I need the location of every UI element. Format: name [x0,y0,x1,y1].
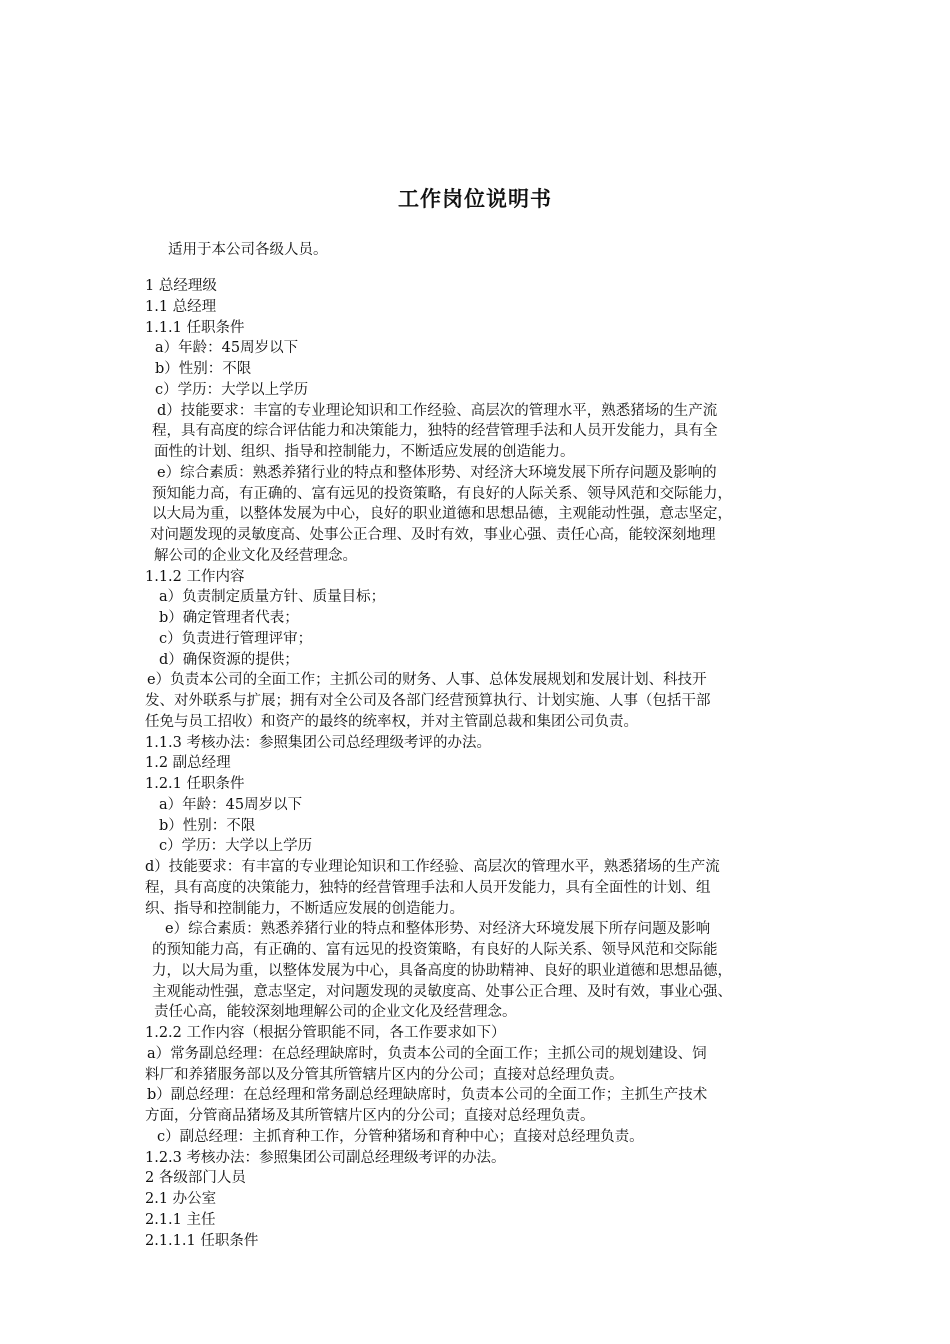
body-line: 以大局为重，以整体发展为中心，良好的职业道德和思想品德，主观能动性强，意志坚定， [152,506,732,522]
body-line: 1.1.2 工作内容 [145,569,245,585]
body-line: 发、对外联系与扩展；拥有对全公司及各部门经营预算执行、计划实施、人事（包括干部 [145,693,711,709]
body-line: a）年龄：45周岁以下 [159,797,303,813]
body-line: 任免与员工招收）和资产的最终的统率权，并对主管副总裁和集团公司负责。 [145,714,638,730]
body-line: 1.2.2 工作内容（根据分管职能不同，各工作要求如下） [145,1025,506,1041]
body-line: a）年龄：45周岁以下 [155,340,299,356]
body-line: e）综合素质：熟悉养猪行业的特点和整体形势、对经济大环境发展下所存问题及影响的 [157,465,717,481]
body-line: 责任心高，能较深刻地理解公司的企业文化及经营理念。 [154,1004,517,1020]
body-line: 1.1.1 任职条件 [145,320,245,336]
body-line: a）负责制定质量方针、质量目标； [159,589,386,605]
body-line: 料厂和养猪服务部以及分管其所管辖片区内的分公司；直接对总经理负责。 [145,1067,624,1083]
body-line: 2.1 办公室 [145,1191,217,1207]
body-line: 预知能力高，有正确的、富有远见的投资策略，有良好的人际关系、领导风范和交际能力， [152,486,732,502]
body-line: 2.1.1.1 任职条件 [145,1233,259,1249]
body-line: 1.1.3 考核办法：参照集团公司总经理级考评的办法。 [145,735,492,751]
body-line: 解公司的企业文化及经营理念。 [154,548,357,564]
body-line: 力，以大局为重，以整体发展为中心，具备高度的协助精神、良好的职业道德和思想品德， [152,963,732,979]
body-line: 方面，分管商品猪场及其所管辖片区内的分公司；直接对总经理负责。 [145,1108,595,1124]
body-line: c）负责进行管理评审； [159,631,313,647]
body-line: d）确保资源的提供； [159,652,299,668]
body-line: d）技能要求：有丰富的专业理论知识和工作经验、高层次的管理水平，熟悉猪场的生产流 [145,859,720,875]
body-line: 2.1.1 主任 [145,1212,216,1228]
body-line: 主观能动性强，意志坚定，对问题发现的灵敏度高、处事公正合理、及时有效，事业心强、 [152,984,732,1000]
body-line: 的预知能力高，有正确的、富有远见的投资策略，有良好的人际关系、领导风范和交际能 [152,942,718,958]
body-line: b）性别：不限 [155,361,252,377]
body-line: e）综合素质：熟悉养猪行业的特点和整体形势、对经济大环境发展下所存问题及影响 [165,921,711,937]
body-line: 程，具有高度的决策能力，独特的经营管理手法和人员开发能力，具有全面性的计划、组 [145,880,711,896]
body-line: c）副总经理：主抓育种工作，分管种猪场和育种中心；直接对总经理负责。 [157,1129,644,1145]
body-line: 面性的计划、组织、指导和控制能力，不断适应发展的创造能力。 [154,444,575,460]
body-line: b）副总经理：在总经理和常务副总经理缺席时，负责本公司的全面工作；主抓生产技术 [147,1087,708,1103]
intro-paragraph: 适用于本公司各级人员。 [168,242,328,258]
body-line: e）负责本公司的全面工作；主抓公司的财务、人事、总体发展规划和发展计划、科技开 [147,672,707,688]
body-line: 1.2.1 任职条件 [145,776,245,792]
body-line: a）常务副总经理：在总经理缺席时，负责本公司的全面工作；主抓公司的规划建设、饲 [147,1046,707,1062]
body-line: 1.2 副总经理 [145,755,231,771]
body-line: b）性别：不限 [159,818,256,834]
body-line: 对问题发现的灵敏度高、处事公正合理、及时有效，事业心强、责任心高，能较深刻地理 [150,527,716,543]
body-line: c）学历：大学以上学历 [159,838,313,854]
body-line: 织、指导和控制能力，不断适应发展的创造能力。 [145,901,464,917]
document-title: 工作岗位说明书 [398,186,552,211]
body-line: b）确定管理者代表； [159,610,299,626]
body-line: 1 总经理级 [145,278,217,294]
body-line: 程，具有高度的综合评估能力和决策能力，独特的经营管理手法和人员开发能力，具有全 [152,423,718,439]
body-line: 1.2.3 考核办法：参照集团公司副总经理级考评的办法。 [145,1150,506,1166]
body-line: 1.1 总经理 [145,299,217,315]
body-line: 2 各级部门人员 [145,1170,246,1186]
body-line: c）学历：大学以上学历 [155,382,309,398]
body-line: d）技能要求：丰富的专业理论知识和工作经验、高层次的管理水平，熟悉猪场的生产流 [157,403,718,419]
